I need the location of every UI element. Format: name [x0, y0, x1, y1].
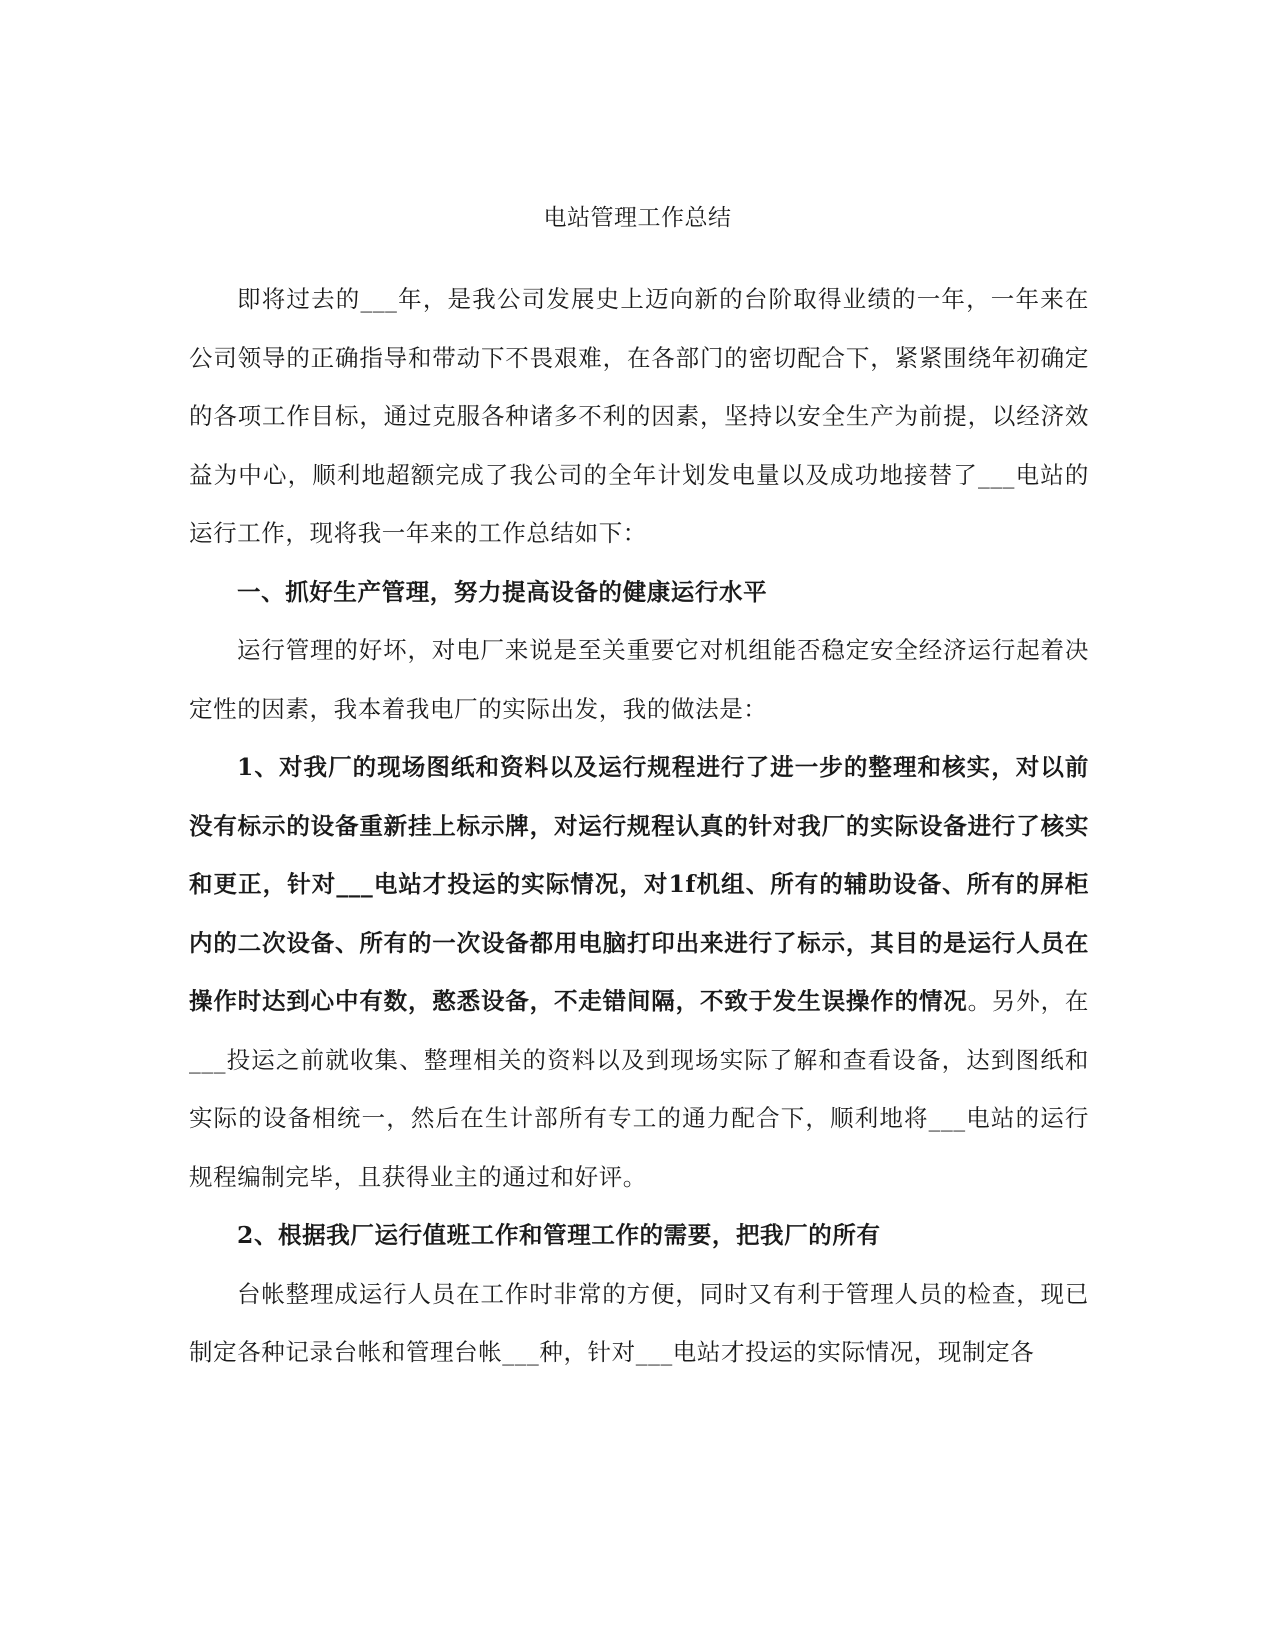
item-1-paragraph: [189, 738, 1089, 1206]
document-title: 电站管理工作总结: [543, 205, 732, 231]
section-1-paragraph: 运行管理的好坏，对电厂来说是至关重要它对机组能否稳定安全经济运行起着决定性的因素，我本着我电厂的实际出发，我的做法是：: [189, 636, 1089, 723]
item-1-bold-text: 1、对我厂的现场图纸和资料以及运行规程进行了进一步的整理和核实，对以前没有标示的设备重新挂上标示牌，对运行规程认真的针对我厂的实际设备进行了核实和更正，针对___电站才投运的实际情况，对1f机组、所有的辅助设备、所有的屏柜内的二次设备、所有的一次设备都用电脑打印出来进行了标示，其目的是运行人员在操作时达到心中有数，憨悉设备，不走错间隔，不致于发生误操作的情况: [189, 753, 1089, 1015]
intro-paragraph: 即将过去的___年，是我公司发展史上迈向新的台阶取得业绩的一年，一年来在公司领导的正确指导和带动下不畏艰难，在各部门的密切配合下，紧紧围绕年初确定的各项工作目标，通过克服各种诸多不利的因素，坚持以安全生产为前提，以经济效益为中心，顺利地超额完成了我公司的全年计划发电量以及成功地接替了___电站的运行工作，现将我一年来的工作总结如下：: [189, 285, 1089, 547]
document-body: [189, 270, 1089, 1382]
item-1-regular-text: 。另外，在___投运之前就收集、整理相关的资料以及到现场实际了解和查看设备，达到图纸和实际的设备相统一，然后在生计部所有专工的通力配合下，顺利地将___电站的运行规程编制完毕，且获得业主的通过和好评。: [189, 987, 1089, 1191]
section-1-heading: 一、抓好生产管理，努力提高设备的健康运行水平: [237, 577, 768, 606]
item-2-heading: 2、根据我厂运行值班工作和管理工作的需要，把我厂的所有: [237, 1221, 881, 1249]
item-2-paragraph: 台帐整理成运行人员在工作时非常的方便，同时又有利于管理人员的检查，现已制定各种记录台帐和管理台帐___种，针对___电站才投运的实际情况，现制定各: [189, 1279, 1089, 1366]
